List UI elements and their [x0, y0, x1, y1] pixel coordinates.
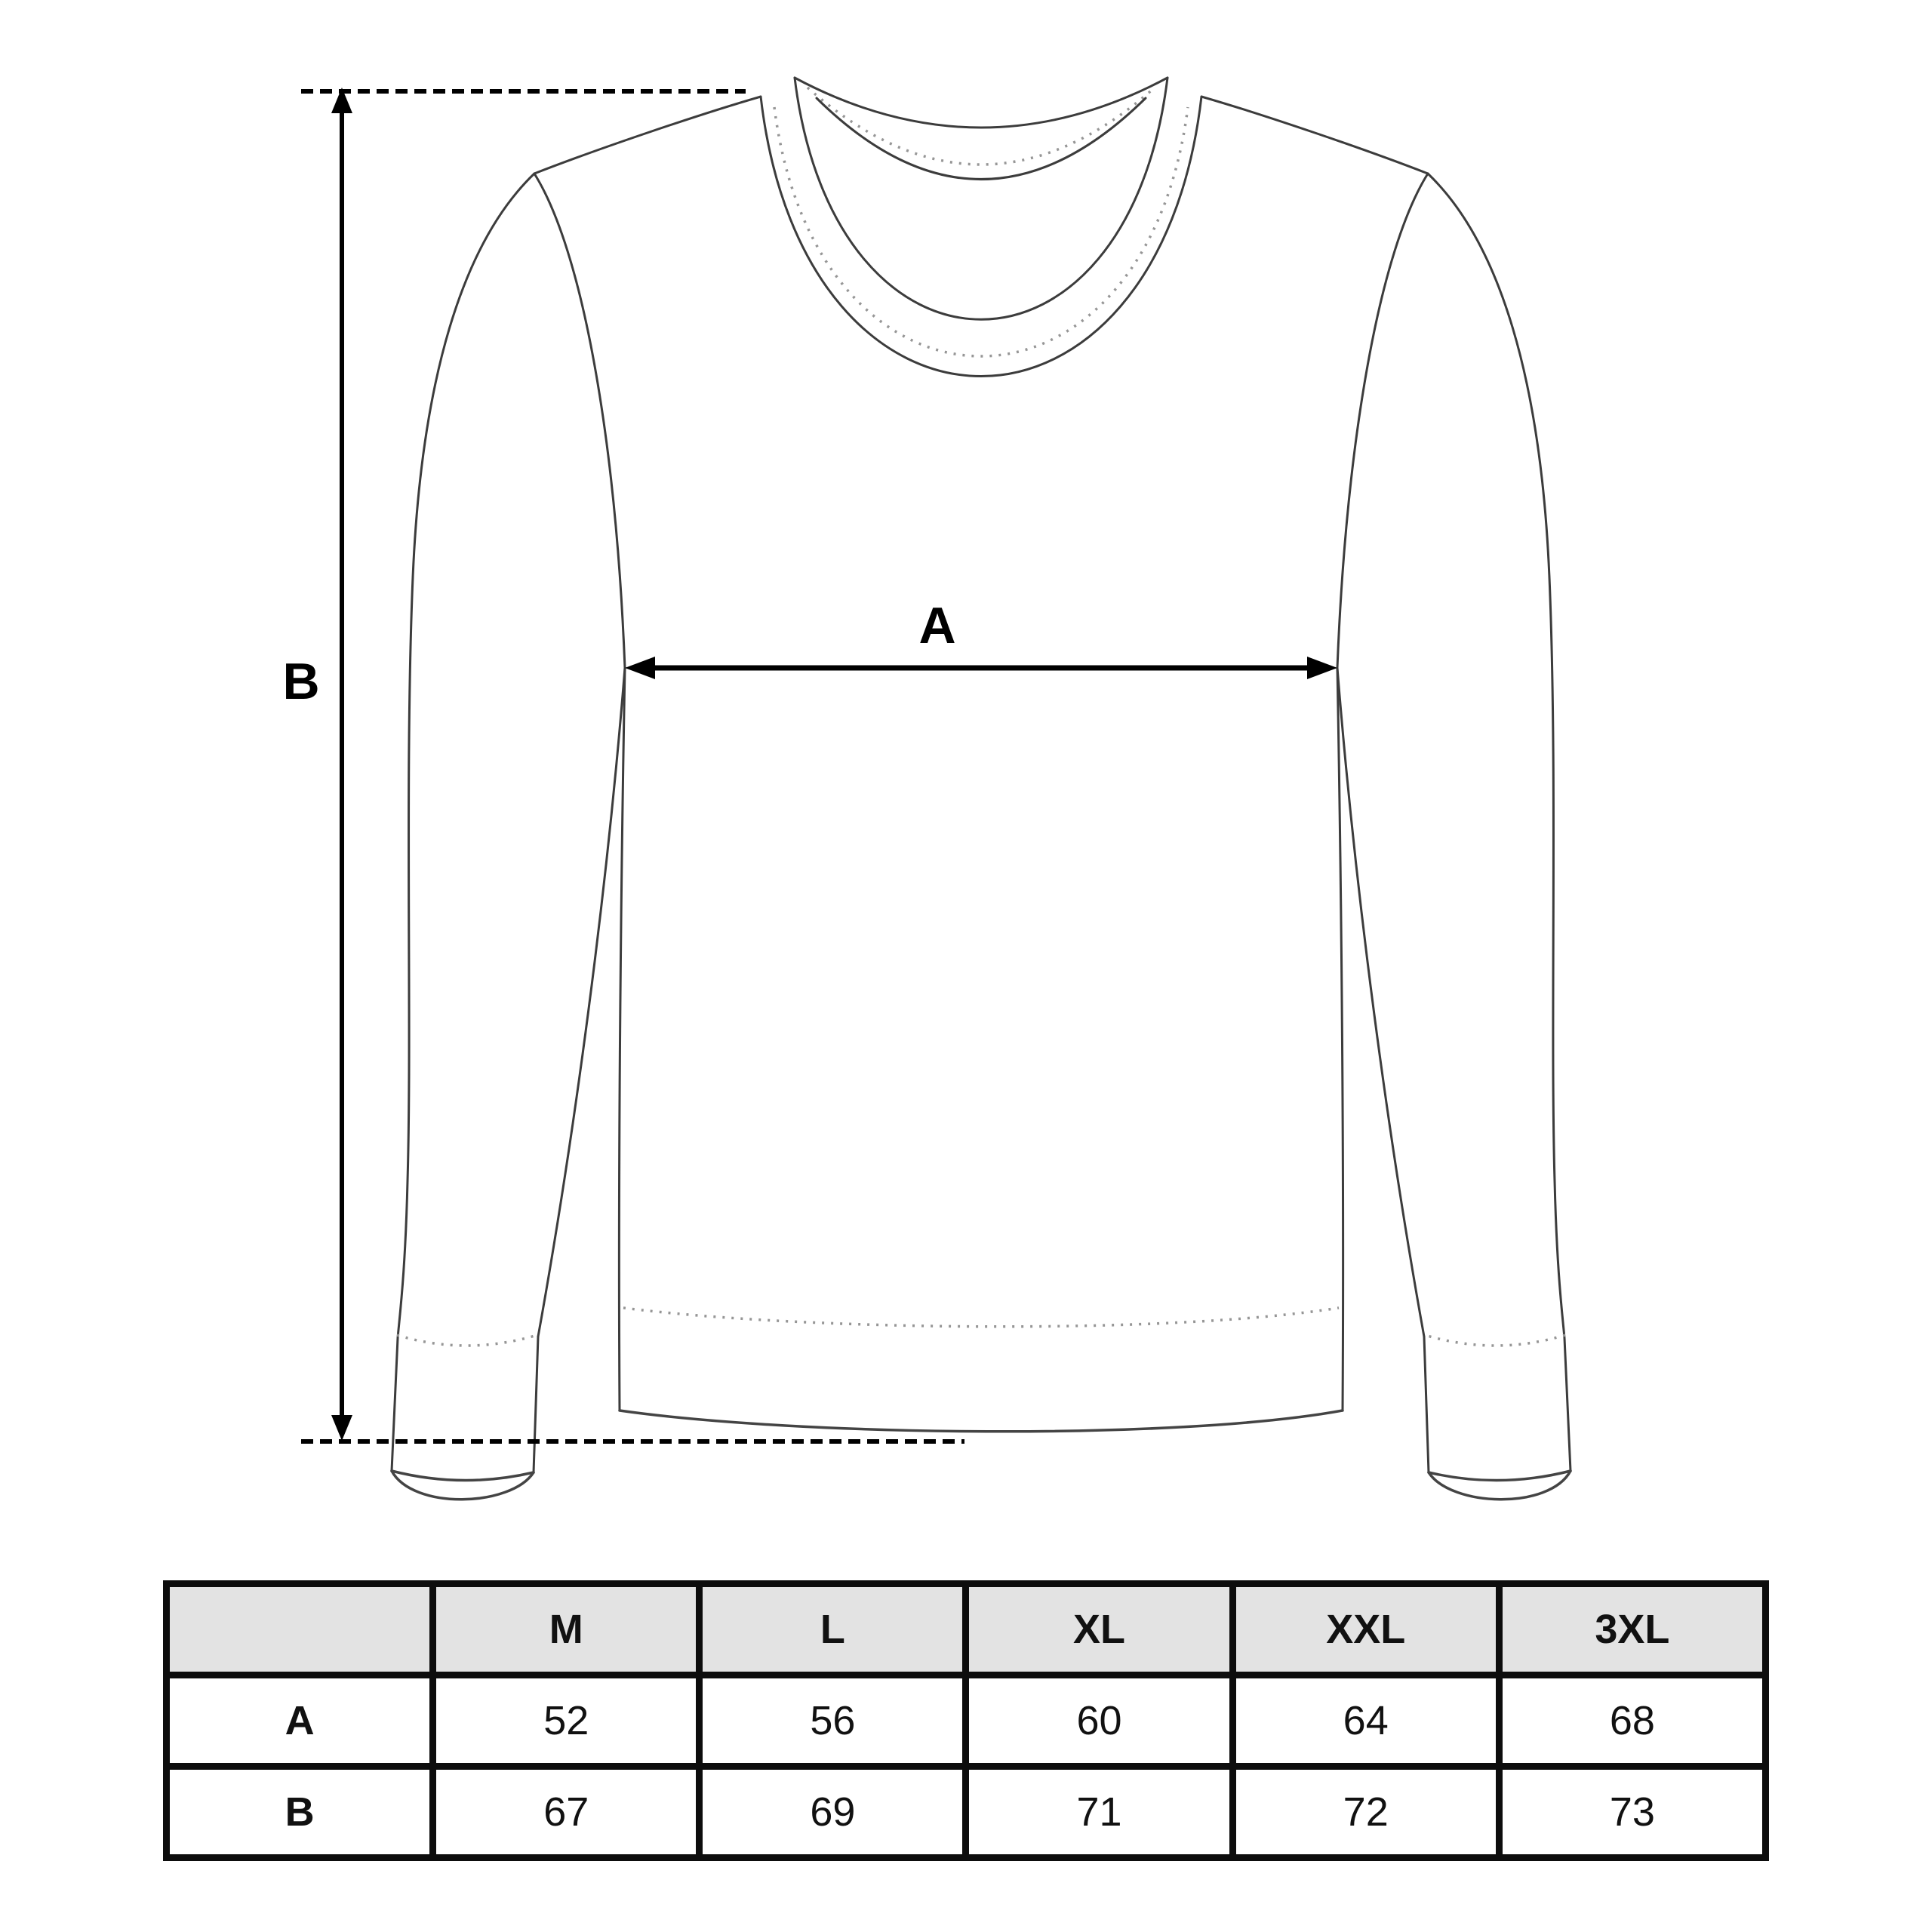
col-header-xxl: XXL	[1232, 1584, 1499, 1675]
back-neck-bottom-edge	[817, 98, 1146, 180]
right-armhole-seam	[1337, 174, 1428, 668]
cell-a-m: 52	[433, 1675, 700, 1767]
hem-stitch-line	[623, 1308, 1339, 1327]
table-row-b	[167, 1767, 1766, 1858]
collar	[761, 78, 1201, 377]
right-cuff-stitch-line	[1425, 1335, 1565, 1346]
size-table	[163, 1580, 1769, 1861]
left-side-seam	[619, 668, 625, 1411]
left-cuff-inner-edge	[534, 1337, 538, 1472]
right-cuff-inner-edge	[1424, 1337, 1429, 1472]
right-sleeve-outer-edge	[1428, 174, 1571, 1471]
a-arrowhead-right-icon	[1307, 657, 1337, 679]
left-sleeve-inner-edge	[538, 668, 625, 1337]
cell-a-xxl: 64	[1232, 1675, 1499, 1767]
body	[619, 668, 1343, 1432]
right-sleeve-inner-edge	[1337, 668, 1424, 1337]
left-shoulder-seam	[534, 97, 761, 174]
shirt-sketch	[392, 78, 1571, 1500]
label-b: B	[282, 653, 320, 710]
right-cuff-hem-chord	[1429, 1471, 1571, 1481]
col-header-l: L	[700, 1584, 966, 1675]
dimension-b-arrow	[282, 88, 352, 1441]
cell-a-l: 56	[700, 1675, 966, 1767]
a-arrowhead-left-icon	[625, 657, 655, 679]
left-cuff-hem-chord	[392, 1471, 534, 1481]
row-label-a: A	[167, 1675, 433, 1767]
b-arrowhead-down-icon	[331, 1415, 352, 1441]
cell-a-xl: 60	[966, 1675, 1232, 1767]
col-header-3xl: 3XL	[1499, 1584, 1765, 1675]
col-header-xl: XL	[966, 1584, 1232, 1675]
collar-inner-edge	[795, 78, 1168, 319]
left-cuff-stitch-line	[397, 1335, 537, 1346]
back-neck-top-edge	[795, 78, 1168, 128]
back-neck-stitch-line	[808, 88, 1155, 165]
right-shoulder-seam	[1201, 97, 1428, 174]
cell-b-3xl: 73	[1499, 1767, 1765, 1858]
corner-cell	[167, 1584, 433, 1675]
label-a: A	[918, 597, 956, 654]
col-header-m: M	[433, 1584, 700, 1675]
cell-a-3xl: 68	[1499, 1675, 1765, 1767]
cell-b-l: 69	[700, 1767, 966, 1858]
right-side-seam	[1337, 668, 1343, 1411]
dimension-a-arrow	[625, 597, 1337, 679]
left-sleeve	[392, 174, 625, 1500]
table-row-a	[167, 1675, 1766, 1767]
right-sleeve	[1337, 174, 1571, 1500]
row-label-b: B	[167, 1767, 433, 1858]
cell-b-m: 67	[433, 1767, 700, 1858]
left-armhole-seam	[534, 174, 625, 668]
left-sleeve-outer-edge	[392, 174, 534, 1471]
cell-b-xl: 71	[966, 1767, 1232, 1858]
cell-b-xxl: 72	[1232, 1767, 1499, 1858]
table-header-row	[167, 1584, 1766, 1675]
collar-outer-edge	[761, 97, 1201, 377]
bottom-hem-edge	[620, 1411, 1343, 1432]
dimension-annotations	[282, 88, 1337, 1441]
